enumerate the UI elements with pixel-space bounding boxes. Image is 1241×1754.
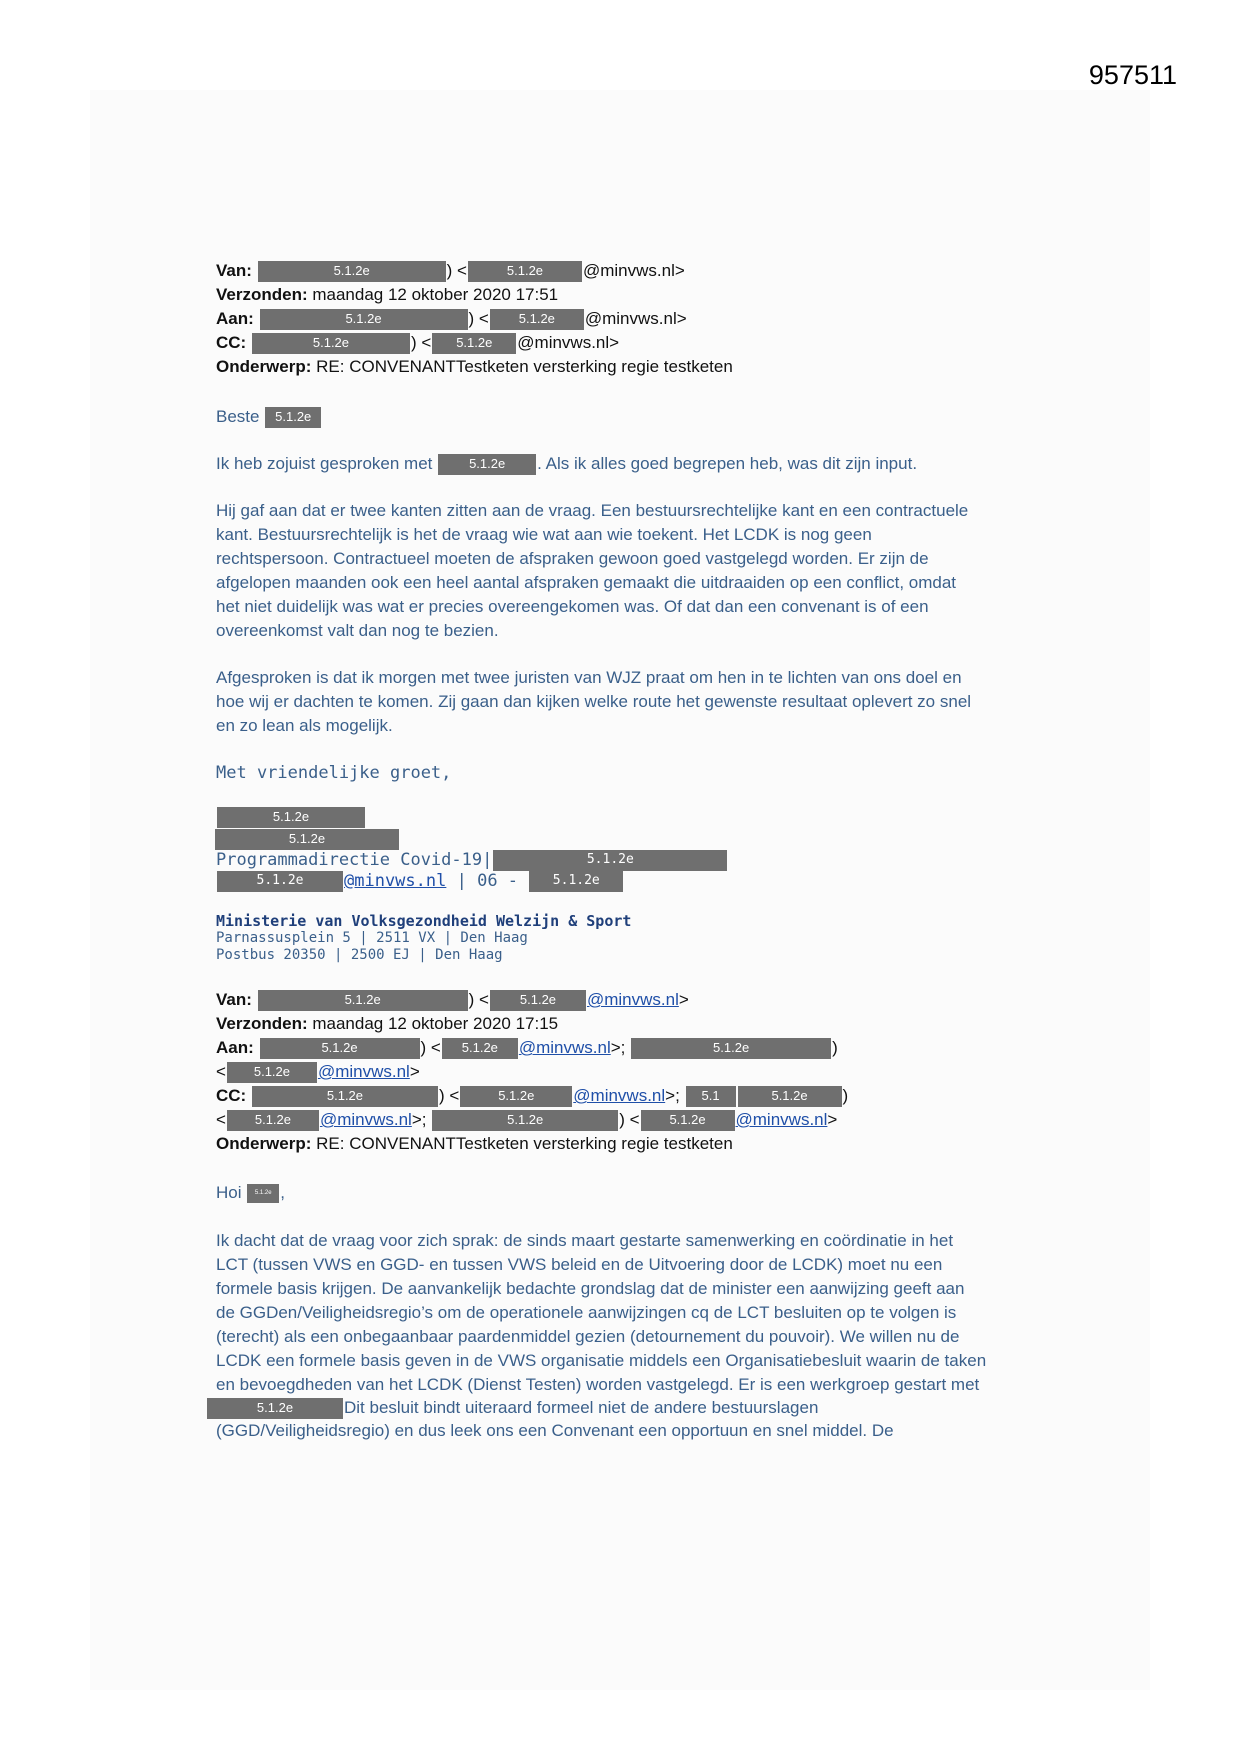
redaction-box: 5.1.2e	[432, 333, 516, 354]
redaction-box: 5.1.2e	[260, 1038, 420, 1059]
paragraph-line: de GGDen/Veiligheidsregio’s om de operationele aanwijzingen cq de LCT besluiten op te volgen is	[216, 1303, 957, 1322]
paragraph-line: formele basis krijgen. De aanvankelijk bedachte grondslag dat de minister een aanwijzing geeft aan	[216, 1279, 965, 1298]
redaction-box: 5.1.2e	[468, 261, 582, 282]
paragraph-line: (GGD/Veiligheidsregio) en dus leek ons een Convenant een opportuun en snel middel. De	[216, 1421, 894, 1440]
email-link[interactable]: @minvws.nl	[735, 1110, 828, 1129]
cc-label: CC:	[216, 333, 247, 352]
cc-label: CC:	[216, 1086, 247, 1105]
email2-from-line: Van: 5.1.2e ) < 5.1.2e @minvws.nl>	[216, 989, 689, 1011]
from-label: Van:	[216, 261, 252, 280]
to-label: Aan:	[216, 1038, 254, 1057]
closing: Met vriendelijke groet,	[216, 763, 452, 783]
sent-value: maandag 12 oktober 2020 17:51	[312, 285, 559, 304]
email-domain: @minvws.nl>	[584, 309, 687, 328]
email1-to-line: Aan: 5.1.2e ) < 5.1.2e @minvws.nl>	[216, 308, 687, 330]
subject-label: Onderwerp:	[216, 1134, 312, 1153]
email2-to-line: Aan: 5.1.2e ) < 5.1.2e @minvws.nl>; 5.1.2e )	[216, 1037, 838, 1059]
subject-value: RE: CONVENANTTestketen versterking regie testketen	[316, 1134, 733, 1153]
redaction-box: 5.1.2e	[631, 1038, 831, 1059]
subject-value: RE: CONVENANTTestketen versterking regie testketen	[316, 357, 733, 376]
email-domain: @minvws.nl>	[582, 261, 685, 280]
paragraph-line: kant. Bestuursrechtelijk is het de vraag wie wat aan wie toekent. Het LCDK is nog geen	[216, 525, 872, 544]
subject-label: Onderwerp:	[216, 357, 312, 376]
email2-greeting: Hoi 5.1.2e ,	[216, 1183, 285, 1202]
signature-name	[216, 806, 366, 828]
paragraph-line: overeenkomst valt dan nog te bezien.	[216, 621, 499, 640]
redaction-box: 5.1.2e	[641, 1110, 735, 1131]
email1-from-line: Van: 5.1.2e ) < 5.1.2e @minvws.nl>	[216, 260, 685, 282]
redaction-box: 5.1.2e	[260, 309, 468, 330]
paragraph-line: Hij gaf aan dat er twee kanten zitten aan de vraag. Een bestuursrechtelijke kant en een contractuele	[216, 501, 969, 520]
redaction-box: 5.1	[686, 1086, 736, 1107]
email1-sent-line	[216, 284, 558, 306]
redaction-box: 5.1.2e	[432, 1110, 618, 1131]
email-link[interactable]: @minvws.nl	[317, 1062, 410, 1081]
paragraph-line: Ik dacht dat de vraag voor zich sprak: de sinds maart gestarte samenwerking en coördinatie in het	[216, 1231, 954, 1250]
ministry-address-2: Postbus 20350 | 2500 EJ | Den Haag	[216, 947, 503, 963]
redaction-box: 5.1.2e	[247, 1184, 279, 1203]
paragraph-line: 5.1.2e Dit besluit bindt uiteraard formeel niet de andere bestuurslagen	[206, 1397, 818, 1419]
redaction-box: 5.1.2e	[490, 309, 584, 330]
redaction-box: 5.1.2e	[460, 1086, 572, 1107]
ministry-name: Ministerie van Volksgezondheid Welzijn & Sport	[216, 912, 632, 930]
redaction-box: 5.1.2e	[442, 1038, 518, 1059]
email-link[interactable]: @minvws.nl	[319, 1110, 412, 1129]
redaction-box: 5.1.2e	[529, 871, 623, 892]
email2-cc-line-2: < 5.1.2e @minvws.nl>; 5.1.2e ) < 5.1.2e @minvws.nl>	[216, 1109, 837, 1131]
sent-label: Verzonden:	[216, 285, 308, 304]
redaction-box: 5.1.2e	[215, 829, 399, 850]
redaction-box: 5.1.2e	[227, 1062, 317, 1083]
redaction-box: 5.1.2e	[252, 333, 410, 354]
redaction-box: 5.1.2e	[227, 1110, 319, 1131]
paragraph-line: het niet duidelijk was wat er precies overeengekomen was. Of dat dan een convenant is of een	[216, 597, 929, 616]
paragraph-line: LCDK een formele basis geven in de VWS organisatie middels een Organisatiebesluit waarin de taken	[216, 1351, 987, 1370]
paragraph-line: afgelopen maanden ook een heel aantal afspraken gemaakt die uitdraaiden op een conflict, omdat	[216, 573, 957, 592]
email2-subject-line	[216, 1133, 733, 1155]
paragraph-line: (terecht) als een onbegaanbaar paardenmiddel gezien (detournement du pouvoir). We willen nu de	[216, 1327, 960, 1346]
redaction-box: 5.1.2e	[493, 850, 727, 871]
to-label: Aan:	[216, 309, 254, 328]
email1-paragraph-1: Ik heb zojuist gesproken met 5.1.2e . Als ik alles goed begrepen heb, was dit zijn input.	[216, 453, 917, 475]
redaction-box: 5.1.2e	[217, 807, 365, 828]
sent-label: Verzonden:	[216, 1014, 308, 1033]
paragraph-line: hoe wij er dachten te komen. Zij gaan dan kijken welke route het gewenste resultaat oplevert zo snel	[216, 692, 972, 711]
sent-value: maandag 12 oktober 2020 17:15	[312, 1014, 559, 1033]
from-label: Van:	[216, 990, 252, 1009]
signature-title	[214, 828, 400, 850]
paragraph-line: en bevoegdheden van het LCDK (Dienst Testen) worden vastgelegd. Er is een werkgroep gestart met	[216, 1375, 980, 1394]
email-link[interactable]: @minvws.nl	[586, 990, 679, 1009]
redaction-box: 5.1.2e	[207, 1398, 343, 1419]
redaction-box: 5.1.2e	[265, 407, 321, 428]
email-link[interactable]: @minvws.nl	[573, 1086, 666, 1105]
email-link[interactable]: @minvws.nl	[518, 1038, 611, 1057]
paragraph-line: en zo lean als mogelijk.	[216, 716, 393, 735]
email-domain: @minvws.nl>	[517, 333, 620, 352]
email1-subject-line	[216, 356, 733, 378]
email2-to-line-2: < 5.1.2e @minvws.nl>	[216, 1061, 420, 1083]
signature-email-link[interactable]: @minvws.nl	[344, 871, 447, 891]
ministry-address-1: Parnassusplein 5 | 2511 VX | Den Haag	[216, 930, 528, 946]
paragraph-line: Afgesproken is dat ik morgen met twee juristen van WJZ praat om hen in te lichten van ons doel en	[216, 668, 962, 687]
redaction-box: 5.1.2e	[252, 1086, 438, 1107]
redaction-box: 5.1.2e	[258, 261, 446, 282]
redaction-box: 5.1.2e	[217, 871, 343, 892]
signature-dept-line: Programmadirectie Covid-19| 5.1.2e	[216, 849, 728, 871]
email2-sent-line	[216, 1013, 558, 1035]
email2-cc-line: CC: 5.1.2e ) < 5.1.2e @minvws.nl>; 5.1 5.1.2e )	[216, 1085, 848, 1107]
signature-contact-line: 5.1.2e @minvws.nl | 06 - 5.1.2e	[216, 870, 624, 892]
email1-greeting: Beste 5.1.2e	[216, 406, 322, 428]
document-number: 957511	[1088, 60, 1177, 90]
paragraph-line: LCT (tussen VWS en GGD- en tussen VWS beleid en de Uitvoering door de LCDK) moet nu een	[216, 1255, 943, 1274]
redaction-box: 5.1.2e	[258, 990, 468, 1011]
redaction-box: 5.1.2e	[738, 1086, 842, 1107]
email1-cc-line: CC: 5.1.2e ) < 5.1.2e @minvws.nl>	[216, 332, 619, 354]
redaction-box: 5.1.2e	[490, 990, 586, 1011]
paragraph-line: rechtspersoon. Contractueel moeten de afspraken gewoon goed vastgelegd worden. Er zijn de	[216, 549, 929, 568]
redaction-box: 5.1.2e	[438, 454, 536, 475]
